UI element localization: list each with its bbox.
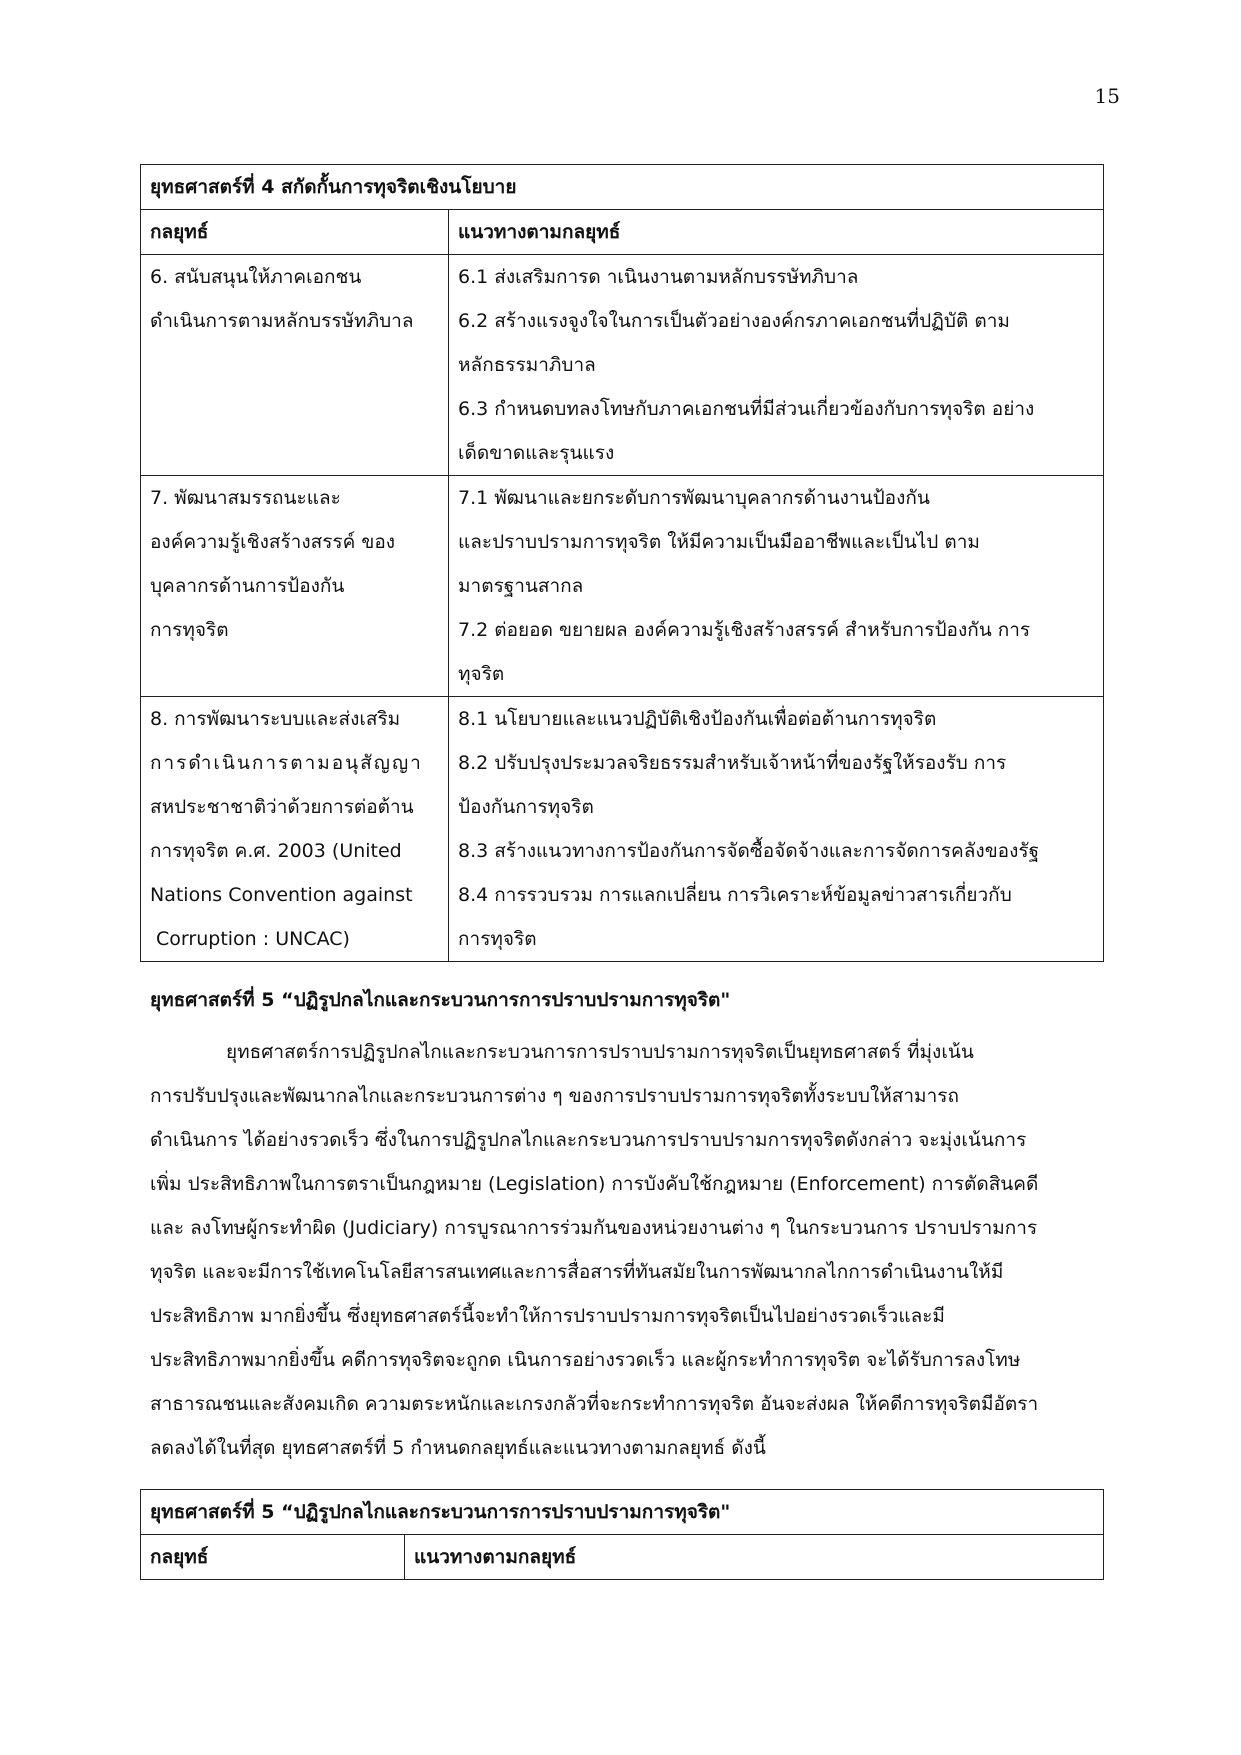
paragraph-line: สาธารณชนและสังคมเกิด ความตระหนักและเกรงกลัวที่จะกระทำการทุจริต อันจะส่งผล ให้คดีการทุจริตมีอัตรา [150, 1393, 1039, 1415]
guideline-line: การทุจริต [458, 928, 537, 950]
guideline-line: 6.1 ส่งเสริมการด าเนินงานตามหลักบรรษัทภิบาล [458, 266, 859, 288]
strategy-4-table [140, 164, 1104, 962]
strategy-line: การทุจริต [150, 619, 229, 641]
column-header-strategy: กลยุทธ์ [141, 1535, 405, 1580]
guideline-line: และปราบปรามการทุจริต ให้มีความเป็นมืออาชีพและเป็นไป ตาม [458, 531, 980, 553]
paragraph-line: ดำเนินการ ได้อย่างรวดเร็ว ซึ่งในการปฏิรูปกลไกและกระบวนการปราบปรามการทุจริตดังกล่าว จะมุ่งเน้นการ [150, 1129, 1027, 1151]
strategy-cell [141, 697, 449, 962]
paragraph-line: ยุทธศาสตร์การปฏิรูปกลไกและกระบวนการการปราบปรามการทุจริตเป็นยุทธศาสตร์ ที่มุ่งเน้น [226, 1041, 974, 1063]
guideline-line: 6.3 กำหนดบทลงโทษกับภาคเอกชนที่มีส่วนเกี่ยวข้องกับการทุจริต อย่าง [458, 398, 1035, 420]
column-header-strategy: กลยุทธ์ [141, 210, 449, 255]
strategy-line: ดำเนินการตามหลักบรรษัทภิบาล [150, 310, 414, 332]
paragraph-line: การปรับปรุงและพัฒนากลไกและกระบวนการต่าง ๆ ของการปราบปรามการทุจริตทั้งระบบให้สามารถ [150, 1085, 959, 1107]
paragraph-line: ประสิทธิภาพ มากยิ่งขึ้น ซึ่งยุทธศาสตร์นี้จะทำให้การปราบปรามการทุจริตเป็นไปอย่างรวดเร็วและมี [150, 1305, 945, 1327]
table-title: ยุทธศาสตร์ที่ 4 สกัดกั้นการทุจริตเชิงนโยบาย [141, 165, 1104, 210]
strategy-line: องค์ความรู้เชิงสร้างสรรค์ ของ [150, 531, 396, 553]
strategy-cell [141, 255, 449, 476]
guideline-line: 8.2 ปรับปรุงประมวลจริยธรรมสำหรับเจ้าหน้าที่ของรัฐให้รองรับ การ [458, 752, 1007, 774]
column-header-guidelines: แนวทางตามกลยุทธ์ [449, 210, 1104, 255]
strategy-line: Nations Convention against [150, 884, 413, 906]
section-5-paragraph [150, 1030, 1110, 1470]
paragraph-line: เพิ่ม ประสิทธิภาพในการตราเป็นกฎหมาย (Legislation) การบังคับใช้กฎหมาย (Enforcement) การตัดสินคดี [150, 1173, 1039, 1195]
guideline-line: 7.2 ต่อยอด ขยายผล องค์ความรู้เชิงสร้างสรรค์ สำหรับการป้องกัน การ [458, 619, 1031, 641]
guideline-line: 8.4 การรวบรวม การแลกเปลี่ยน การวิเคราะห์ข้อมูลข่าวสารเกี่ยวกับ [458, 884, 1012, 906]
strategy-line: 7. พัฒนาสมรรถนะและ [150, 487, 341, 509]
strategy-cell [141, 476, 449, 697]
guidelines-cell [449, 697, 1104, 962]
guidelines-cell [449, 476, 1104, 697]
guidelines-cell [449, 255, 1104, 476]
guideline-line: 8.3 สร้างแนวทางการป้องกันการจัดซื้อจัดจ้างและการจัดการคลังของรัฐ [458, 840, 1040, 862]
paragraph-line: ทุจริต และจะมีการใช้เทคโนโลยีสารสนเทศและการสื่อสารที่ทันสมัยในการพัฒนากลไกการดำเนินงานให้มี [150, 1261, 1004, 1283]
strategy-line: สหประชาชาติว่าด้วยการต่อต้าน [150, 796, 414, 818]
paragraph-line: ประสิทธิภาพมากยิ่งขึ้น คดีการทุจริตจะถูกด เนินการอย่างรวดเร็ว และผู้กระทำการทุจริต จะได้รับการลงโทษ [150, 1349, 1021, 1371]
paragraph-line: ลดลงได้ในที่สุด ยุทธศาสตร์ที่ 5 กำหนดกลยุทธ์และแนวทางตามกลยุทธ์ ดังนี้ [150, 1437, 766, 1459]
paragraph-line: และ ลงโทษผู้กระทำผิด (Judiciary) การบูรณาการร่วมกันของหน่วยงานต่าง ๆ ในกระบวนการ ปราบปรามการ [150, 1217, 1038, 1239]
strategy-line: การดำเนินการตามอนุสัญญา [150, 752, 423, 774]
strategy-line: บุคลากรด้านการป้องกัน [150, 575, 345, 597]
guideline-line: 7.1 พัฒนาและยกระดับการพัฒนาบุคลากรด้านงานป้องกัน [458, 487, 930, 509]
table-row [141, 697, 1104, 962]
guideline-line: ทุจริต [458, 663, 505, 685]
strategy-line: Corruption : UNCAC) [150, 928, 350, 950]
guideline-line: มาตรฐานสากล [458, 575, 584, 597]
page-number: 15 [1094, 84, 1120, 108]
strategy-line: การทุจริต ค.ศ. 2003 (United [150, 840, 402, 862]
table-row [141, 476, 1104, 697]
strategy-5-table [140, 1489, 1104, 1580]
strategy-line: 6. สนับสนุนให้ภาคเอกชน [150, 266, 362, 288]
guideline-line: ป้องกันการทุจริต [458, 796, 594, 818]
column-header-guidelines: แนวทางตามกลยุทธ์ [404, 1535, 1103, 1580]
guideline-line: หลักธรรมาภิบาล [458, 354, 596, 376]
guideline-line: 6.2 สร้างแรงจูงใจในการเป็นตัวอย่างองค์กรภาคเอกชนที่ปฏิบัติ ตาม [458, 310, 1010, 332]
strategy-line: 8. การพัฒนาระบบและส่งเสริม [150, 708, 401, 730]
table-title: ยุทธศาสตร์ที่ 5 “ปฏิรูปกลไกและกระบวนการการปราบปรามการทุจริต" [141, 1490, 1104, 1535]
section-5-heading: ยุทธศาสตร์ที่ 5 “ปฏิรูปกลไกและกระบวนการการปราบปรามการทุจริต" [150, 989, 731, 1011]
table-row [141, 255, 1104, 476]
guideline-line: เด็ดขาดและรุนแรง [458, 442, 615, 464]
guideline-line: 8.1 นโยบายและแนวปฏิบัติเชิงป้องกันเพื่อต่อต้านการทุจริต [458, 708, 937, 730]
